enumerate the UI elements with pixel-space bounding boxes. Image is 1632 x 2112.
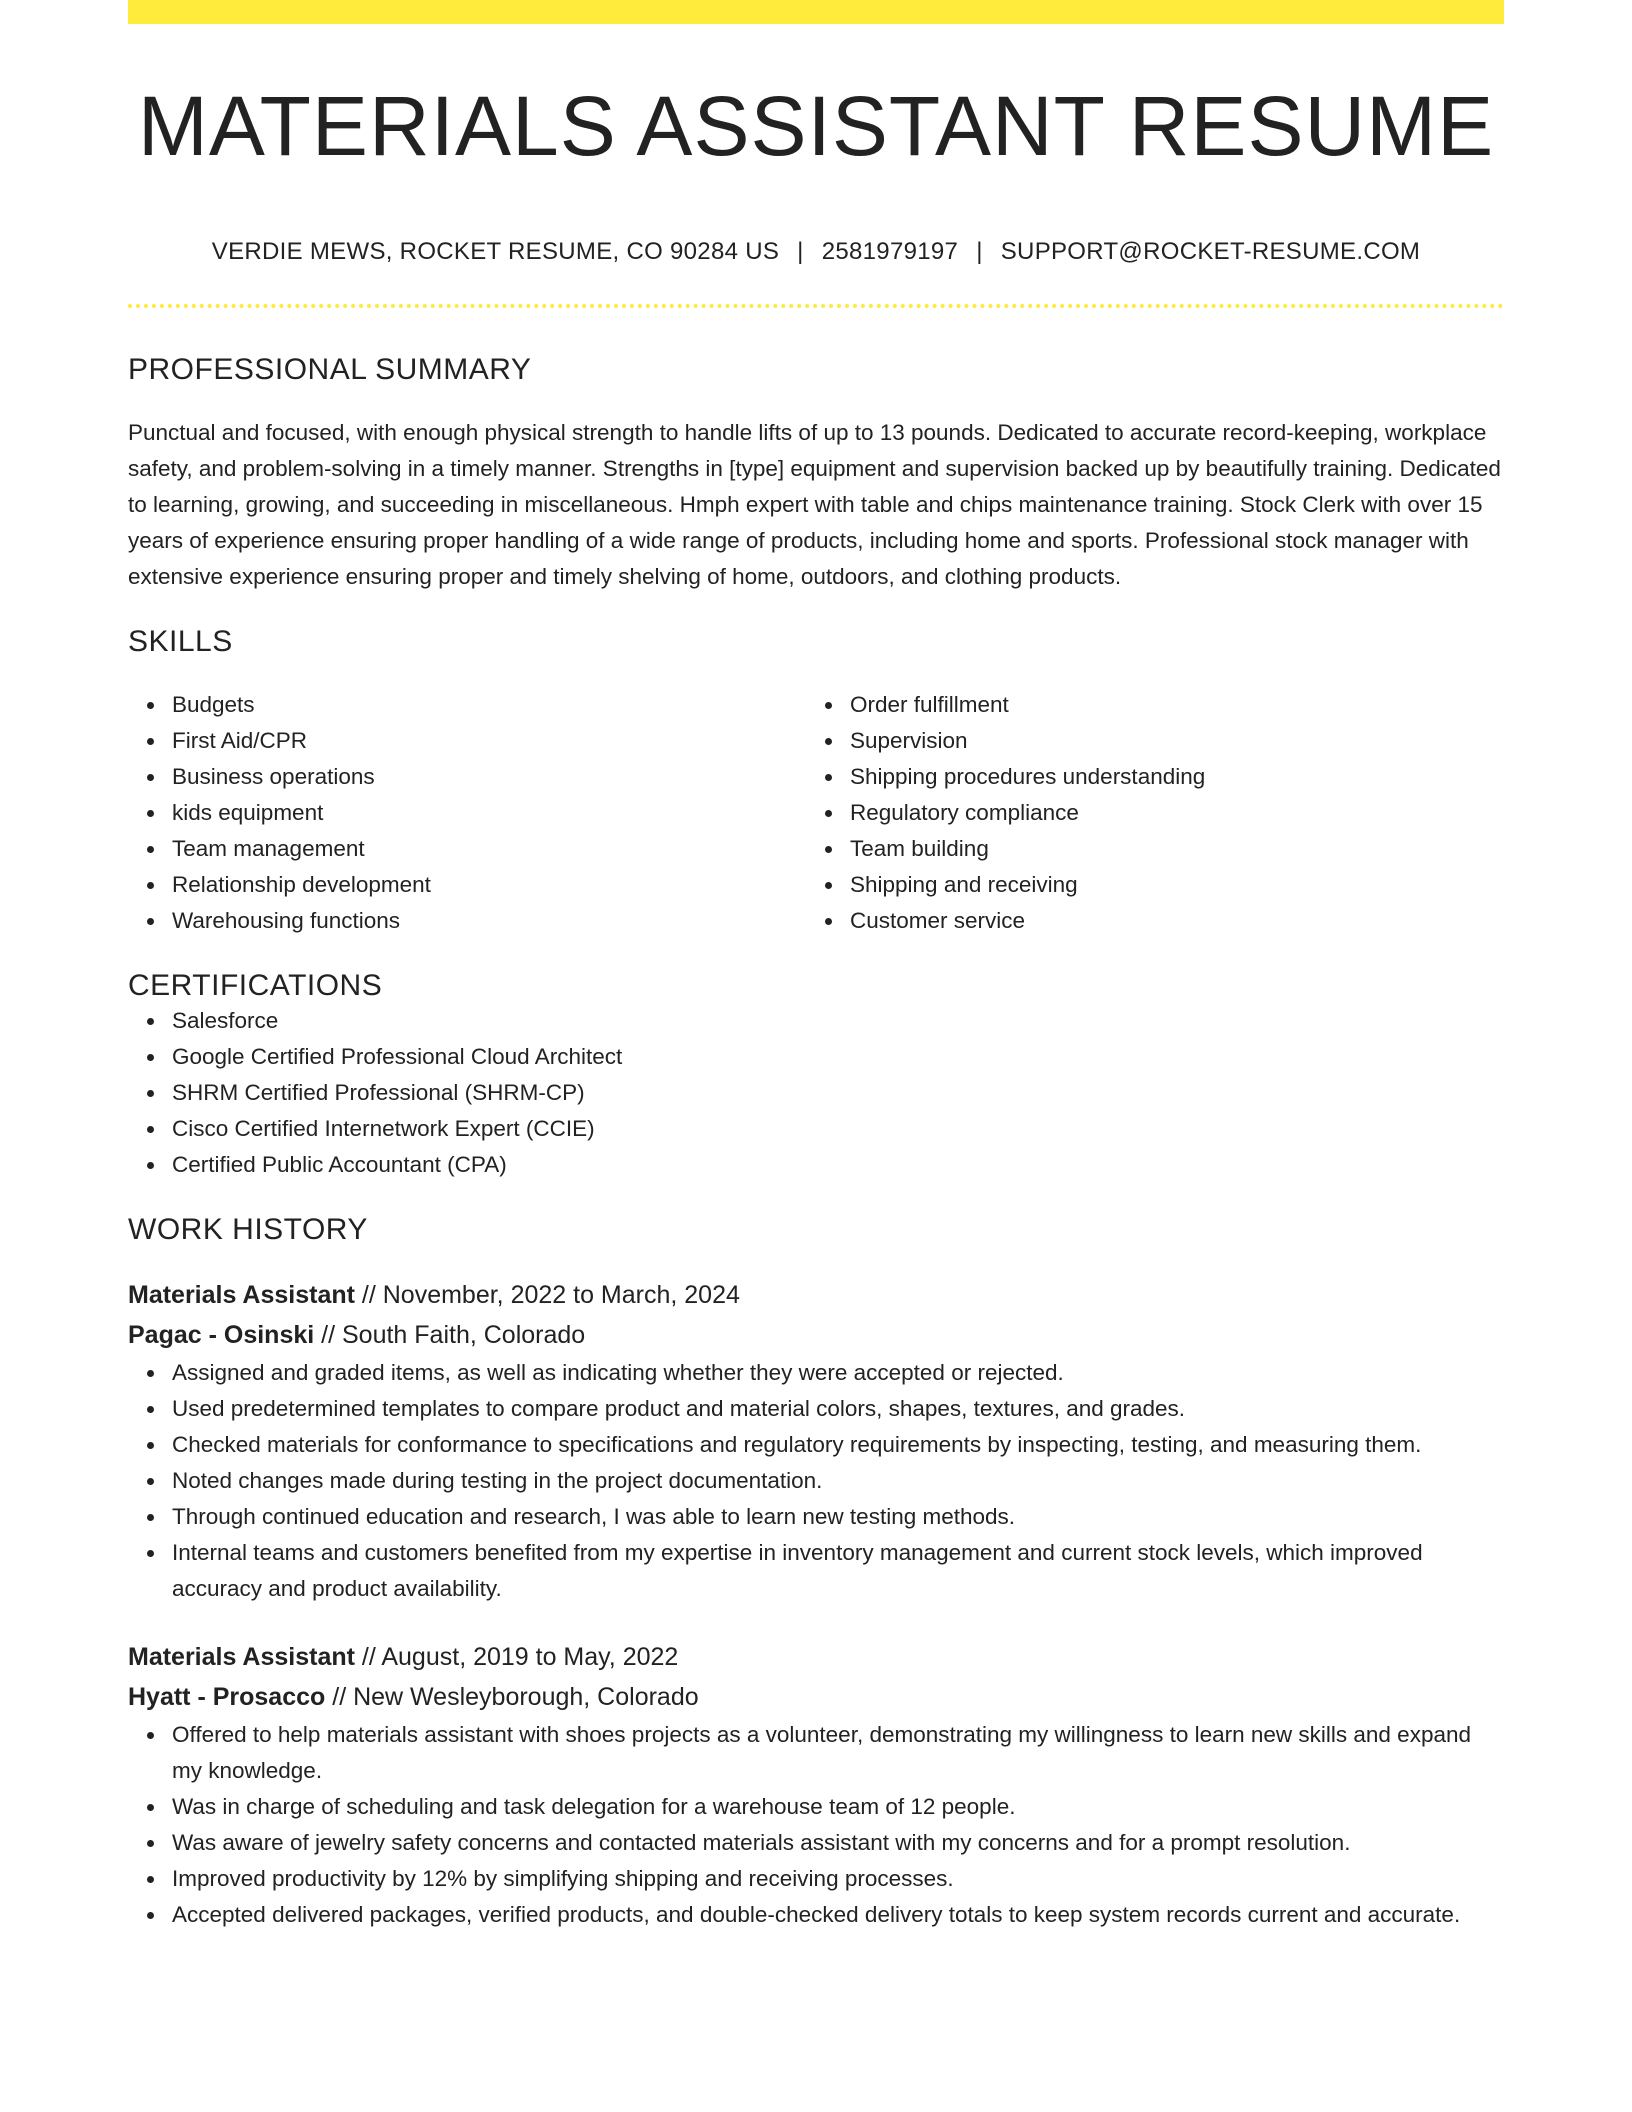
skills-column-left xyxy=(128,687,806,939)
job-dates: // August, 2019 to May, 2022 xyxy=(354,1643,679,1672)
certification-item: Certified Public Accountant (CPA) xyxy=(172,1147,1504,1183)
contact-phone: 2581979197 xyxy=(821,238,959,266)
job-duty: Was in charge of scheduling and task delegation for a warehouse team of 12 people. xyxy=(172,1789,1504,1825)
job-company: Hyatt - Prosacco xyxy=(128,1683,326,1712)
job-duties-list xyxy=(128,1717,1504,1933)
job-title: Materials Assistant xyxy=(128,1643,355,1672)
job-company-line xyxy=(128,1315,1504,1355)
job-duty: Offered to help materials assistant with shoes projects as a volunteer, demonstrating my willingness to learn new skills and expand my knowledge. xyxy=(172,1717,1504,1789)
work-history-heading: WORK HISTORY xyxy=(128,1213,368,1247)
contact-email: SUPPORT@ROCKET-RESUME.COM xyxy=(1000,238,1421,266)
skill-item: Relationship development xyxy=(172,867,806,903)
job-duty: Assigned and graded items, as well as indicating whether they were accepted or rejected. xyxy=(172,1355,1504,1391)
skill-item: Regulatory compliance xyxy=(850,795,1484,831)
job-entry xyxy=(128,1275,1504,1607)
summary-heading: PROFESSIONAL SUMMARY xyxy=(128,353,532,387)
accent-top-bar xyxy=(128,0,1504,24)
certifications-list xyxy=(128,1003,1504,1183)
skill-item: Team management xyxy=(172,831,806,867)
dotted-divider xyxy=(128,304,1504,308)
job-duty: Through continued education and research, I was able to learn new testing methods. xyxy=(172,1499,1504,1535)
skill-item: Customer service xyxy=(850,903,1484,939)
skill-item: Shipping and receiving xyxy=(850,867,1484,903)
job-duty: Used predetermined templates to compare product and material colors, shapes, textures, and grades. xyxy=(172,1391,1504,1427)
summary-text: Punctual and focused, with enough physical strength to handle lifts of up to 13 pounds. Dedicated to accurate record-keeping, workplace safety, and problem-solving in a timely manner. Strengths in [type] equipment and supervision backed up by beautifully training. Dedicated to learning, growing, and succeeding in miscellaneous. Hmph expert with table and chips maintenance training. Stock Clerk with over 15 years of experience ensuring proper handling of a wide range of products, including home and sports. Professional stock manager with extensive experience ensuring proper and timely shelving of home, outdoors, and clothing products. xyxy=(128,420,1501,590)
contact-address: VERDIE MEWS, ROCKET RESUME, CO 90284 US xyxy=(211,238,780,266)
skill-item: Order fulfillment xyxy=(850,687,1484,723)
job-entry xyxy=(128,1637,1504,1933)
skill-item: Business operations xyxy=(172,759,806,795)
contact-separator: | xyxy=(976,238,983,266)
certifications-heading: CERTIFICATIONS xyxy=(128,969,383,1003)
skill-item: Shipping procedures understanding xyxy=(850,759,1484,795)
job-title-line xyxy=(128,1275,1504,1315)
contact-separator: | xyxy=(797,238,804,266)
skills-grid xyxy=(128,687,1504,939)
skill-item: kids equipment xyxy=(172,795,806,831)
certification-item: Google Certified Professional Cloud Architect xyxy=(172,1039,1504,1075)
job-duty: Accepted delivered packages, verified products, and double-checked delivery totals to keep system records current and accurate. xyxy=(172,1897,1504,1933)
job-duty: Improved productivity by 12% by simplifying shipping and receiving processes. xyxy=(172,1861,1504,1897)
skill-item: Team building xyxy=(850,831,1484,867)
job-duty: Was aware of jewelry safety concerns and contacted materials assistant with my concerns and for a prompt resolution. xyxy=(172,1825,1504,1861)
job-title: Materials Assistant xyxy=(128,1281,355,1310)
resume-title: MATERIALS ASSISTANT RESUME xyxy=(137,79,1495,173)
job-duty: Noted changes made during testing in the project documentation. xyxy=(172,1463,1504,1499)
job-location: // South Faith, Colorado xyxy=(314,1321,586,1350)
skill-item: First Aid/CPR xyxy=(172,723,806,759)
skills-heading: SKILLS xyxy=(128,625,233,659)
certification-item: SHRM Certified Professional (SHRM-CP) xyxy=(172,1075,1504,1111)
job-duty: Checked materials for conformance to specifications and regulatory requirements by inspecting, testing, and measuring them. xyxy=(172,1427,1504,1463)
job-dates: // November, 2022 to March, 2024 xyxy=(354,1281,740,1310)
skill-item: Budgets xyxy=(172,687,806,723)
certification-item: Cisco Certified Internetwork Expert (CCIE) xyxy=(172,1111,1504,1147)
job-title-line xyxy=(128,1637,1504,1677)
job-duties-list xyxy=(128,1355,1504,1607)
job-duty: Internal teams and customers benefited from my expertise in inventory management and current stock levels, which improved accuracy and product availability. xyxy=(172,1535,1504,1607)
contact-line xyxy=(128,238,1504,266)
job-company: Pagac - Osinski xyxy=(128,1321,315,1350)
job-company-line xyxy=(128,1677,1504,1717)
skill-item: Warehousing functions xyxy=(172,903,806,939)
certification-item: Salesforce xyxy=(172,1003,1504,1039)
skill-item: Supervision xyxy=(850,723,1484,759)
resume-page xyxy=(128,0,1504,1933)
job-location: // New Wesleyborough, Colorado xyxy=(325,1683,699,1712)
skills-column-right xyxy=(806,687,1484,939)
